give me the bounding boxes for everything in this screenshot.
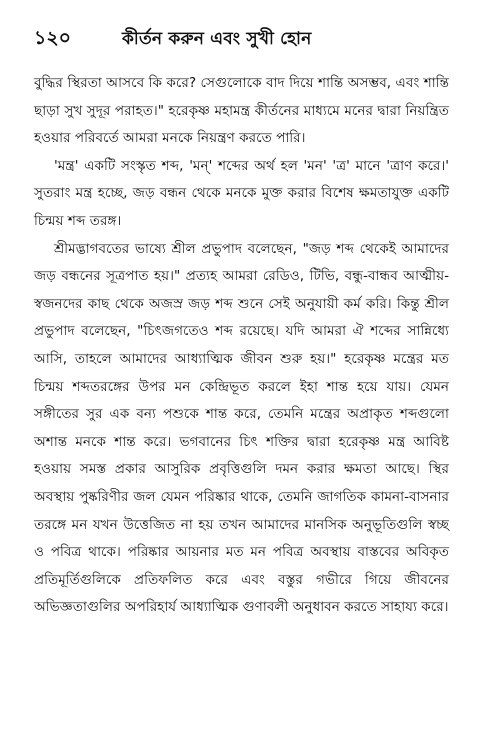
running-title: কীর্তন করুন এবং সুখী হোন [122,29,312,49]
paragraph-3: শ্রীমদ্ভাগবতের ভাষ্যে শ্রীল প্রভুপাদ বলেছেন, "জড় শব্দ থেকেই আমাদের জড় বন্ধনের সূত্রপাত হয়।" প্রত্যহ আমরা রেডিও, টিভি, বন্ধু-বান্ধব আত্মীয়-স্বজনদের কাছ থেকে অজস্র জড় শব্দ শুনে সেই অনুযায়ী কর্ম করি। কিন্তু শ্রীল প্রভুপাদ বলেছেন, "চিৎজগতেও শব্দ রয়েছে। যদি আমরা ঐ শব্দের সান্নিধ্যে আসি, তাহলে আমাদের আধ্যাত্মিক জীবন শুরু হয়।" হরেকৃষ্ণ মন্ত্রের মত চিন্ময় শব্দতরঙ্গের উপর মন কেন্দ্রিভূত করলে ইহা শান্ত হয়ে যায়। যেমন সঙ্গীতের সুর এক বন্য পশুকে শান্ত করে, তেমনি মন্ত্রের অপ্রাকৃত শব্দগুলো অশান্ত মনকে শান্ত করে। ভগবানের চিৎ শক্তির দ্বারা হরেকৃষ্ণ মন্ত্র আবিষ্ট হওয়ায় সমস্ত প্রকার আসুরিক প্রবৃত্তিগুলি দমন করার ক্ষমতা আছে। স্থির অবস্থায় পুষ্করিণীর জল যেমন পরিষ্কার থাকে, তেমনি জাগতিক কামনা-বাসনার তরঙ্গে মন যখন উত্তেজিত না হয় তখন আমাদের মানসিক অনুভূতিগুলি স্বচ্ছ ও পবিত্র থাকে। পরিষ্কার আয়নার মত মন পবিত্র অবস্থায় বাস্তবের অবিকৃত প্রতিমূর্তিগুলিকে প্রতিফলিত করে এবং বস্তুর গভীরে গিয়ে জীবনের অভিজ্ঞতাগুলির অপরিহার্য আধ্যাত্মিক গুণাবলী অনুধাবন করতে সাহায্য করে। [34,240,449,616]
body-text [34,70,449,622]
paragraph-1: বুদ্ধির স্থিরতা আসবে কি করে? সেগুলোকে বাদ দিয়ে শান্তি অসম্ভব, এবং শান্তি ছাড়া সুখ সুদূর পরাহত।" হরেকৃষ্ণ মহামন্ত্র কীর্তনের মাধ্যমে মনের দ্বারা নিয়ন্ত্রিত হওয়ার পরিবর্তে আমরা মনকে নিয়ন্ত্রণ করতে পারি। [34,75,449,147]
page-header [34,24,449,56]
page-number: ১২০ [34,27,72,49]
paragraph-2: 'মন্ত্র' একটি সংস্কৃত শব্দ, 'মন্' শব্দের অর্থ হল 'মন' 'ত্র' মানে 'ত্রাণ করে।' সুতরাং মন্ত্র হচ্ছে, জড় বন্ধন থেকে মনকে মুক্ত করার বিশেষ ক্ষমতাযুক্ত একটি চিন্ময় শব্দ তরঙ্গ। [34,157,449,229]
